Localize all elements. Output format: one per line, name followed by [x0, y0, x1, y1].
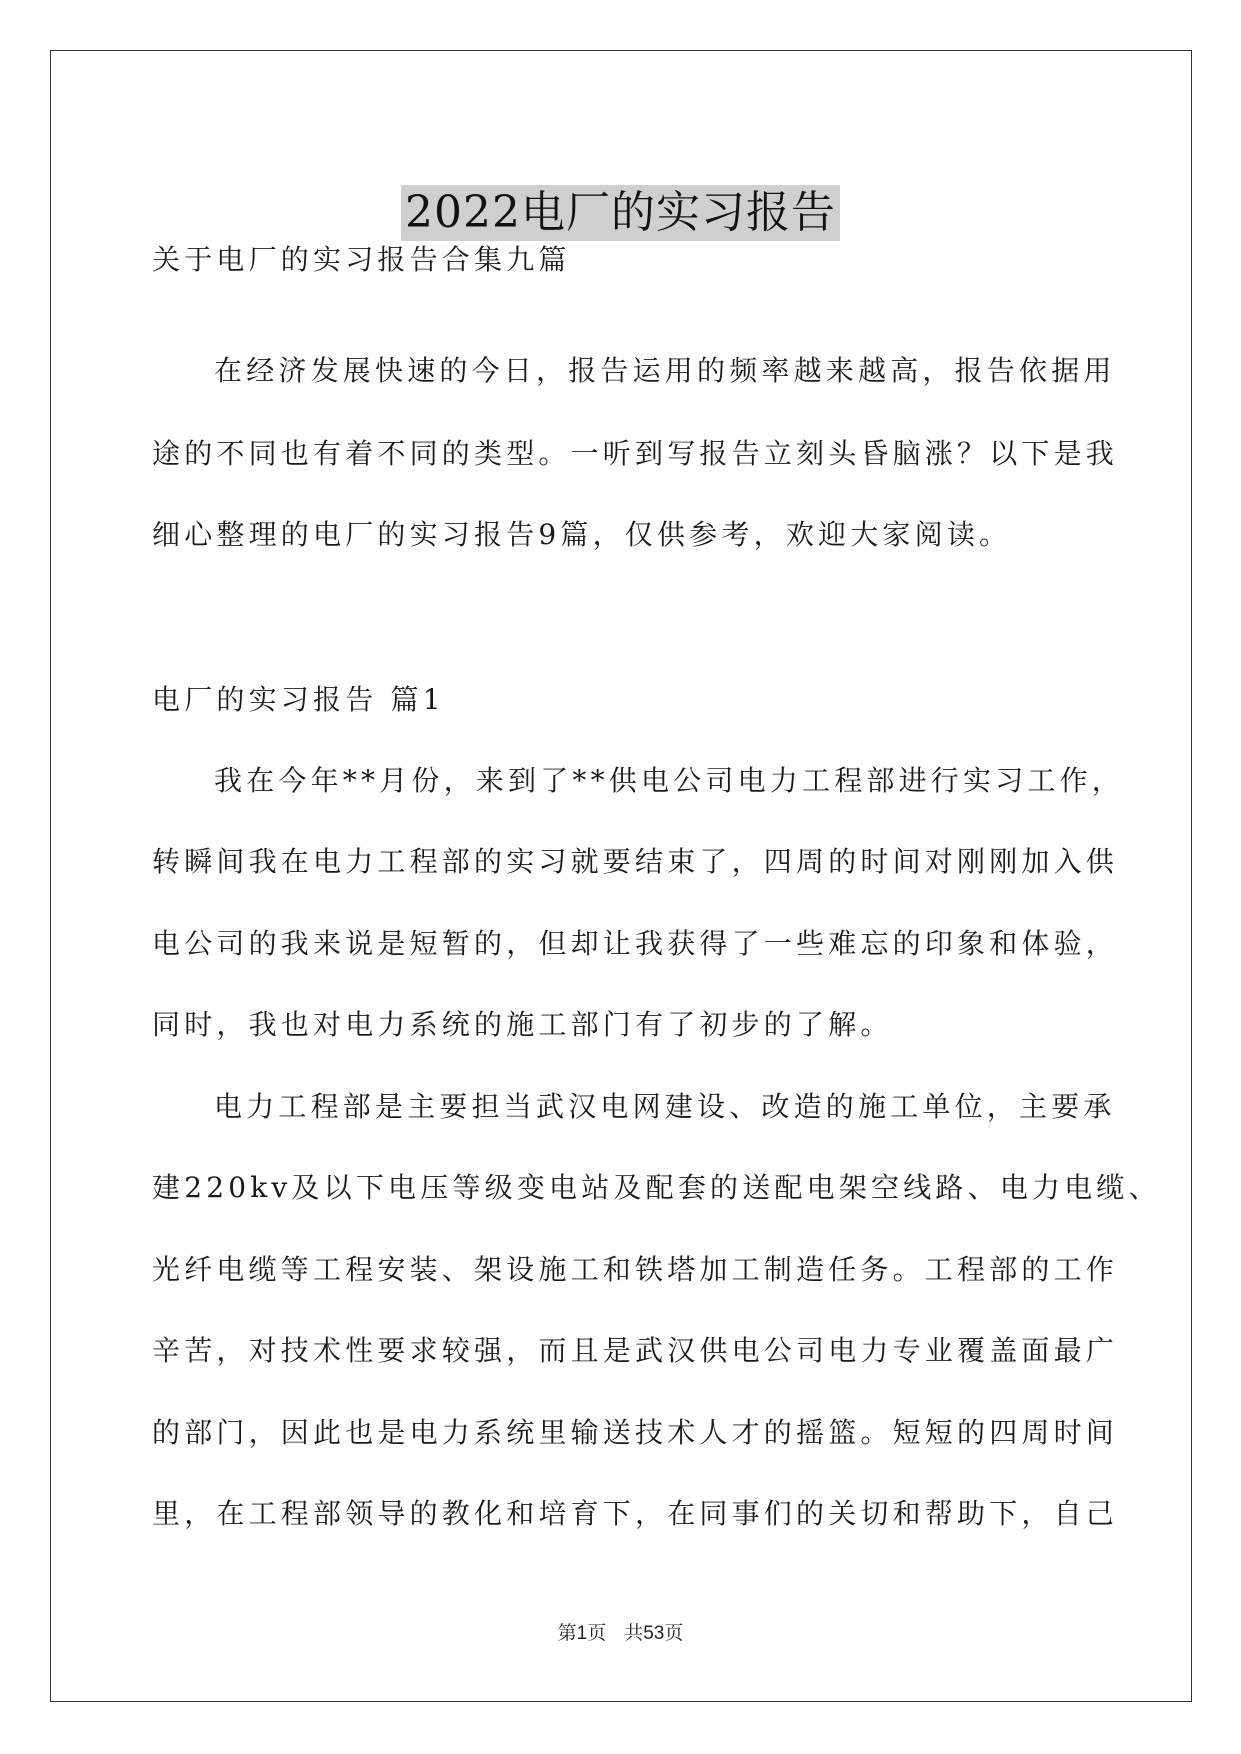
total-prefix: 共	[624, 1623, 644, 1644]
paragraph-line: 转瞬间我在电力工程部的实习就要结束了，四周的时间对刚刚加入供	[152, 845, 1119, 878]
intro-line: 细心整理的电厂的实习报告9篇，仅供参考，欢迎大家阅读。	[152, 518, 1012, 551]
paragraph-line: 同时，我也对电力系统的施工部门有了初步的了解。	[152, 1008, 893, 1041]
page-footer	[0, 1622, 1241, 1646]
paragraph-line: 我在今年**月份，来到了**供电公司电力工程部进行实习工作，	[214, 764, 1125, 797]
paragraph-line: 里，在工程部领导的教化和培育下，在同事们的关切和帮助下，自己	[152, 1497, 1119, 1530]
page-prefix: 第	[557, 1623, 577, 1644]
paragraph-line: 的部门，因此也是电力系统里输送技术人才的摇篮。短短的四周时间	[152, 1416, 1119, 1449]
total-suffix: 页	[664, 1623, 684, 1644]
total-pages: 53	[643, 1623, 665, 1644]
paragraph-line: 建220kv及以下电压等级变电站及配套的送配电架空线路、电力电缆、	[152, 1171, 1161, 1204]
paragraph-line: 光纤电缆等工程安装、架设施工和铁塔加工制造任务。工程部的工作	[152, 1253, 1119, 1286]
paragraph-line: 电公司的我来说是短暂的，但却让我获得了一些难忘的印象和体验，	[152, 927, 1119, 960]
document-title: 2022电厂的实习报告	[401, 185, 840, 241]
page-number: 1	[576, 1623, 588, 1644]
intro-line: 途的不同也有着不同的类型。一听到写报告立刻头昏脑涨？以下是我	[152, 437, 1119, 470]
section-heading: 电厂的实习报告 篇1	[152, 683, 445, 716]
paragraph-line: 电力工程部是主要担当武汉电网建设、改造的施工单位，主要承	[214, 1090, 1116, 1123]
paragraph-line: 辛苦，对技术性要求较强，而且是武汉供电公司电力专业覆盖面最广	[152, 1334, 1119, 1367]
page-suffix: 页	[587, 1623, 607, 1644]
document-subtitle: 关于电厂的实习报告合集九篇	[152, 243, 571, 276]
intro-line: 在经济发展快速的今日，报告运用的频率越来越高，报告依据用	[214, 354, 1116, 387]
